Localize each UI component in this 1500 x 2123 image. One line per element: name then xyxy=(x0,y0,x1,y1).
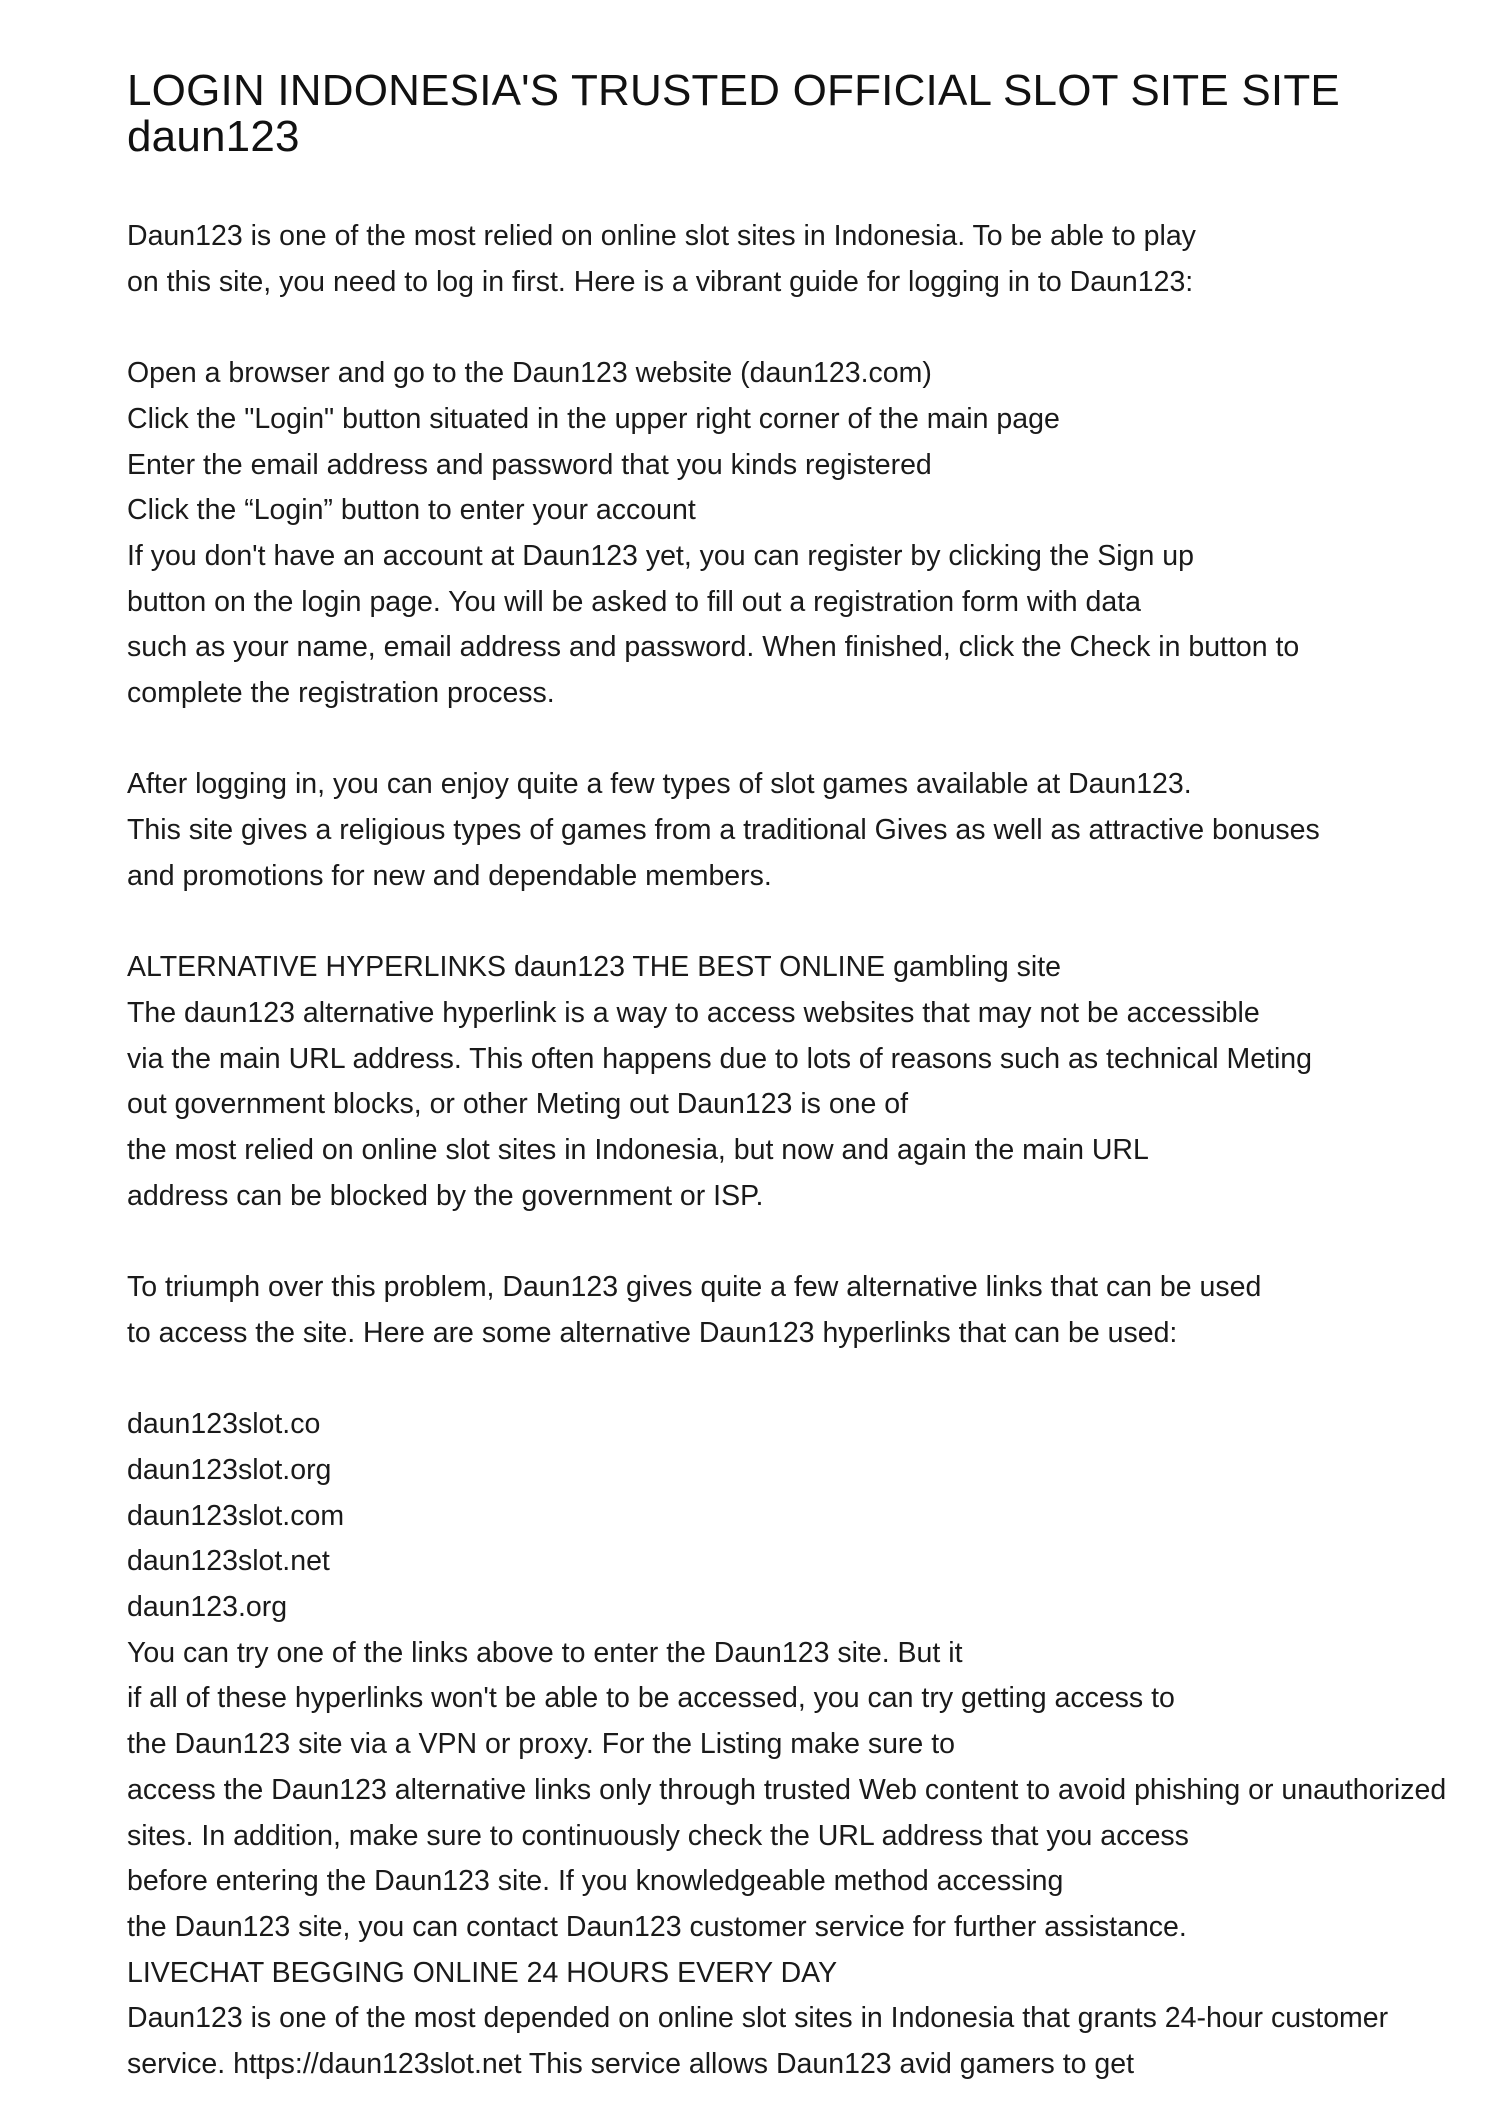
list-item: daun123slot.co xyxy=(127,1408,321,1441)
livechat-heading: LIVECHAT BEGGING ONLINE 24 HOURS EVERY DAY xyxy=(127,1956,838,1989)
alternative-links-heading: ALTERNATIVE HYPERLINKS daun123 THE BEST ONLINE gambling site xyxy=(127,951,1062,984)
document-title xyxy=(127,68,1387,160)
alternative-links-list xyxy=(127,1402,1387,1631)
after-login-paragraph: After logging in, you can enjoy quite a few types of slot games available at Daun123. This site gives a religious types of games from a traditional Gives as well as attractive bonuses and promotions for new and dependable members. xyxy=(127,768,1320,892)
title-line: LOGIN INDONESIA'S TRUSTED OFFICIAL SLOT SITE SITE xyxy=(127,66,1340,115)
document-page xyxy=(127,66,1447,2088)
list-item: Click the “Login” button to enter your account xyxy=(127,494,696,527)
alternative-links-paragraph: The daun123 alternative hyperlink is a way to access websites that may not be accessible via the main URL address. This often happens due to lots of reasons such as technical Meting out government blocks, or other Meting out Daun123 is one of the most relied on online slot sites in Indonesia, but now and again the main URL address can be blocked by the government or ISP. xyxy=(127,996,1313,1212)
vpn-paragraph: You can try one of the links above to enter the Daun123 site. But it if all of these hyperlinks won't be able to be accessed, you can try getting access to the Daun123 site via a VPN or proxy. For the Listing make sure to access the Daun123 alternative links only through trusted Web content to avoid phishing or unauthorized sites. In addition, make sure to continuously check the URL address that you access before entering the Daun123 site. If you knowledgeable method accessing the Daun123 site, you can contact Daun123 customer service for further assistance. xyxy=(127,1636,1447,1943)
register-paragraph: If you don't have an account at Daun123 yet, you can register by clicking the Sign up button on the login page. You will be asked to fill out a registration form with data such as your name, email address and password. When finished, click the Check in button to complete the registration process. xyxy=(127,539,1300,710)
list-item: Open a browser and go to the Daun123 website (daun123.com) xyxy=(127,357,932,390)
document-body xyxy=(127,214,1447,2088)
list-item: Enter the email address and password that you kinds registered xyxy=(127,448,932,481)
list-item: daun123slot.org xyxy=(127,1453,332,1486)
livechat-paragraph: Daun123 is one of the most depended on online slot sites in Indonesia that grants 24-hour customer service. https://daun123slot.net This service allows Daun123 avid gamers to get xyxy=(127,2002,1389,2081)
login-steps-list xyxy=(127,351,1387,534)
list-item: daun123.org xyxy=(127,1591,288,1624)
list-item: Click the "Login" button situated in the upper right corner of the main page xyxy=(127,402,1060,435)
title-line: daun123 xyxy=(127,112,300,161)
list-item: daun123slot.com xyxy=(127,1499,345,1532)
intro-paragraph: Daun123 is one of the most relied on online slot sites in Indonesia. To be able to play on this site, you need to log in first. Here is a vibrant guide for logging in to Daun123: xyxy=(127,220,1196,298)
list-item: daun123slot.net xyxy=(127,1545,330,1578)
overcome-paragraph: To triumph over this problem, Daun123 gives quite a few alternative links that can be used to access the site. Here are some alternative Daun123 hyperlinks that can be used: xyxy=(127,1271,1262,1349)
